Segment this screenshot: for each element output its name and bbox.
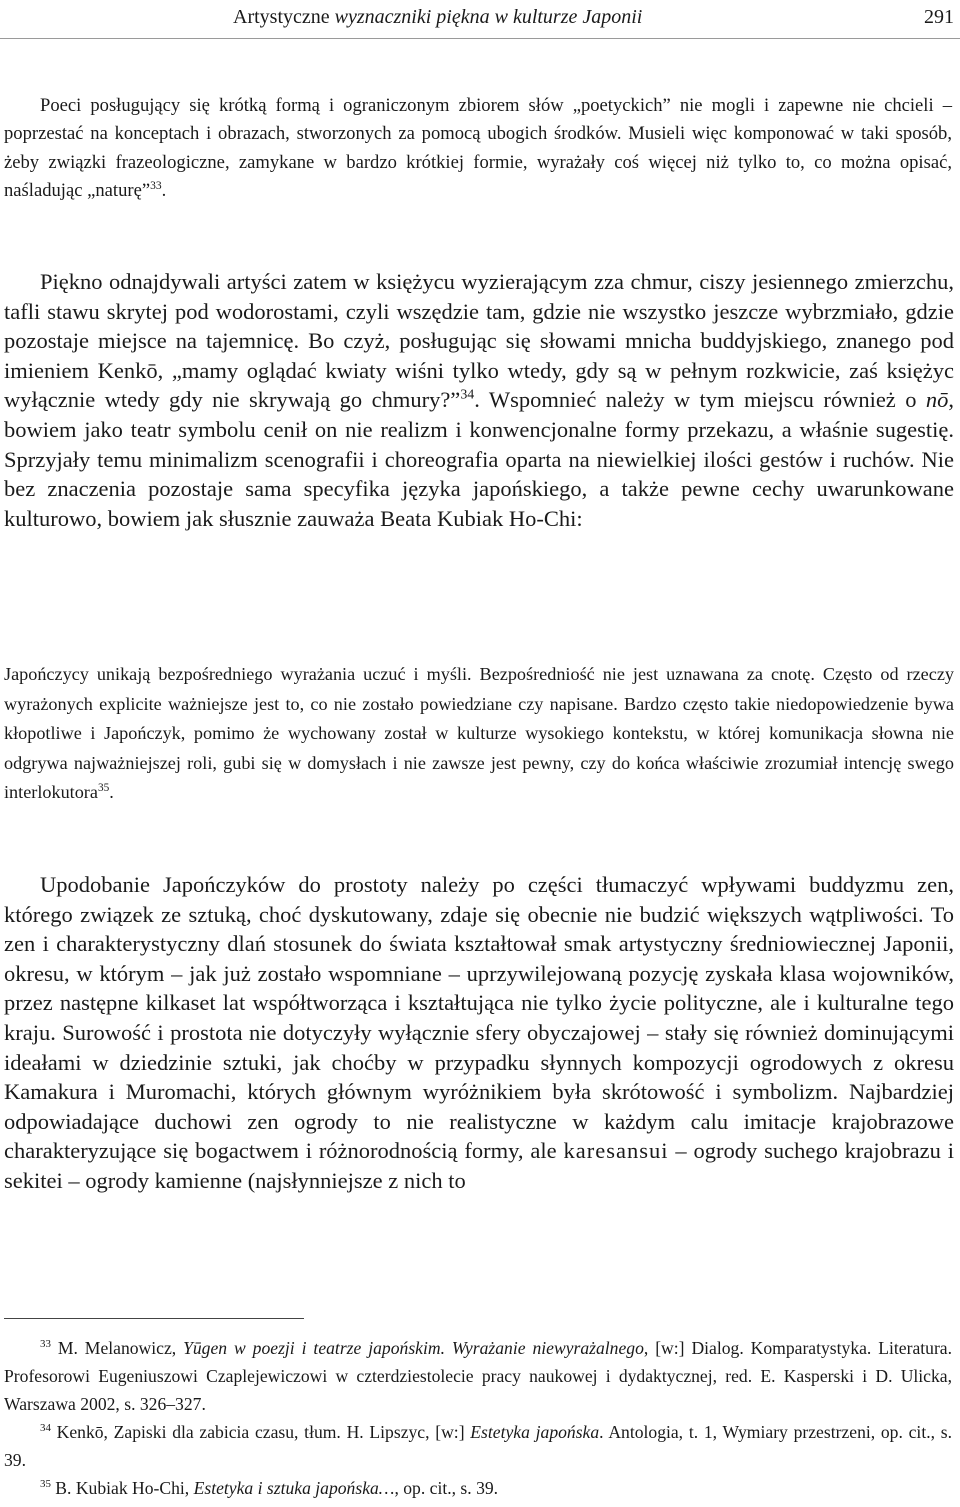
paragraph-end: . <box>161 180 167 202</box>
footnote-34 <box>4 1418 952 1474</box>
paragraph-zen <box>4 870 954 1196</box>
paragraph-text: Upodobanie Japończyków do prostoty należy po części tłumaczyć wpływami buddyzmu zen, którego związek ze sztuką, choć dyskutowany, zdaje się obecnie nie budzić większych wątpliwości. To zen i charakterystyczny dlań stosunek do świata kształtował smak artystyczny średniowiecznej Japonii, okresu, w którym – jak już zostało wspomniane – uprzywilejowaną pozycję zyskała klasa wojowników, przez następne kilkaset lat współtworząca i kształtująca nie tylko życie polityczne, ale i kulturalne tego kraju. Surowość i prostota nie dotyczyły wyłącznie sfery obyczajowej – stały się również dominującymi ideałami w dziedzinie sztuki, jak choćby w przypadku słynnych kompozycji ogrodowych z okresu Kamakura i Muromachi, których głównym wyróżnikiem była skrótowość i symbolizm. Najbardziej odpowiadające duchowi zen ogrody to nie realistyczne w każdym calu imitacje krajobrazowe charakteryzujące się bogactwem i różnorodnością formy, ale <box>4 872 954 1164</box>
footnote-number: 33 <box>40 1338 51 1351</box>
paragraph-text: Piękno odnajdywali artyści zatem w księżycu wyzierającym zza chmur, ciszy jesiennego zmierzchu, tafli stawu skrytej pod wodorostami, czyli wszędzie tam, gdzie nie wszystko jeszcze wybrzmiało, gdzie pozostaje miejsce na tajemnicę. Bo czyż, posługując się słowami mnicha buddyjskiego, znanego pod imieniem Kenkō, „mamy oglądać kwiaty wiśni tylko wtedy, gdy są w pełnym rozkwicie, zaś księżyc wyłącznie wtedy gdy nie skrywają go chmury?” <box>4 269 954 413</box>
running-title-italic: wyznaczniki piękna w kulturze Japonii <box>334 6 643 28</box>
footnote-35 <box>4 1474 952 1502</box>
footnote-title: Estetyka i sztuka japońska… <box>193 1478 395 1498</box>
paragraph-beauty <box>4 267 954 533</box>
footnote-33 <box>4 1334 952 1418</box>
paragraph-text: Poeci posługujący się krótką formą i ograniczonym zbiorem słów „poetyckich” nie mogli i zapewne nie chcieli – poprzestać na konceptach i obrazach, stworzonych za pomocą ubogich środków. Musieli więc komponować w taki sposób, żeby związki frazeologiczne, zamykane w bardzo krótkiej formie, wyrażały coś więcej niż tylko to, co można opisać, naśladując „naturę” <box>4 95 952 202</box>
footnote-title: Estetyka japońska <box>470 1422 600 1442</box>
footnote-number: 35 <box>40 1478 51 1491</box>
footnotes <box>4 1334 952 1502</box>
paragraph-text-end: , bowiem jako teatr symbolu cenił on nie realizm i konwencjonalne formy przekazu, a właśnie sugestię. Sprzyjały temu minimalizm scenografii i choreografia oparta na niewielkiej ilości gestów i ruchów. Nie bez znaczenia pozostaje sama specyfika języka japońskiego, a także pewne cechy uwarunkowane kulturowo, bowiem jak słusznie zauważa Beata Kubiak Ho-Chi: <box>4 387 954 531</box>
paragraph-poets <box>4 92 952 206</box>
term-no: nō <box>925 387 949 413</box>
footnote-divider <box>4 1318 304 1319</box>
running-title <box>233 5 642 29</box>
term-karesansui: karesansui <box>563 1138 669 1164</box>
footnote-number: 34 <box>40 1422 51 1435</box>
quote-text: Japończycy unikają bezpośredniego wyrażania uczuć i myśli. Bezpośredniość nie jest uznawana za cnotę. Często od rzeczy wyrażonych explicite ważniejsze jest to, co nie zostało powiedziane czy napisane. Bardzo często takie niedopowiedzenie bywa kłopotliwe i Japończyk, pomimo że wychowany został w kulturze wysokiego kontekstu, w której komunikacja słowna nie odgrywa najważniejszej roli, gubi się w domysłach i nie zawsze jest pewny, czy do końca właściwie zrozumiał intencję swego interlokutora <box>4 664 954 803</box>
block-quote <box>4 660 954 808</box>
footnote-text-end: , op. cit., s. 39. <box>394 1478 499 1498</box>
footnote-ref-35: 35 <box>97 782 110 795</box>
quote-end: . <box>109 782 114 803</box>
header-divider <box>0 38 960 39</box>
footnote-text-end: . Antologia, t. 1, Wymiary przestrzeni, op. cit., s. 39. <box>4 1422 952 1470</box>
running-header <box>0 0 960 38</box>
paragraph-text-end: – ogrody suchego krajobrazu i sekitei – ogrody kamienne (najsłynniejsze z nich to <box>4 1138 955 1193</box>
footnote-text: Kenkō, Zapiski dla zabicia czasu, tłum. H. Lipszyc, [w:] <box>50 1422 471 1442</box>
footnote-text-end: , [w:] Dialog. Komparatystyka. Literatura. Profesorowi Eugeniuszowi Czaplejewiczowi w czterdziestolecie pracy naukowej i dydaktycznej, red. E. Kasperski i D. Ulicka, Warszawa 2002, s. 326–327. <box>4 1338 953 1414</box>
footnote-ref-34: 34 <box>460 387 475 403</box>
footnote-ref-33: 33 <box>150 180 162 193</box>
footnote-text: B. Kubiak Ho-Chi, <box>50 1478 194 1498</box>
running-title-text: Artystyczne <box>233 6 335 28</box>
footnote-text: M. Melanowicz, <box>50 1338 184 1358</box>
footnote-title: Yūgen w poezji i teatrze japońskim. Wyrażanie niewyrażalnego <box>183 1338 644 1358</box>
paragraph-text-cont: . Wspomnieć należy w tym miejscu również o <box>474 387 926 413</box>
page-number: 291 <box>924 6 954 28</box>
